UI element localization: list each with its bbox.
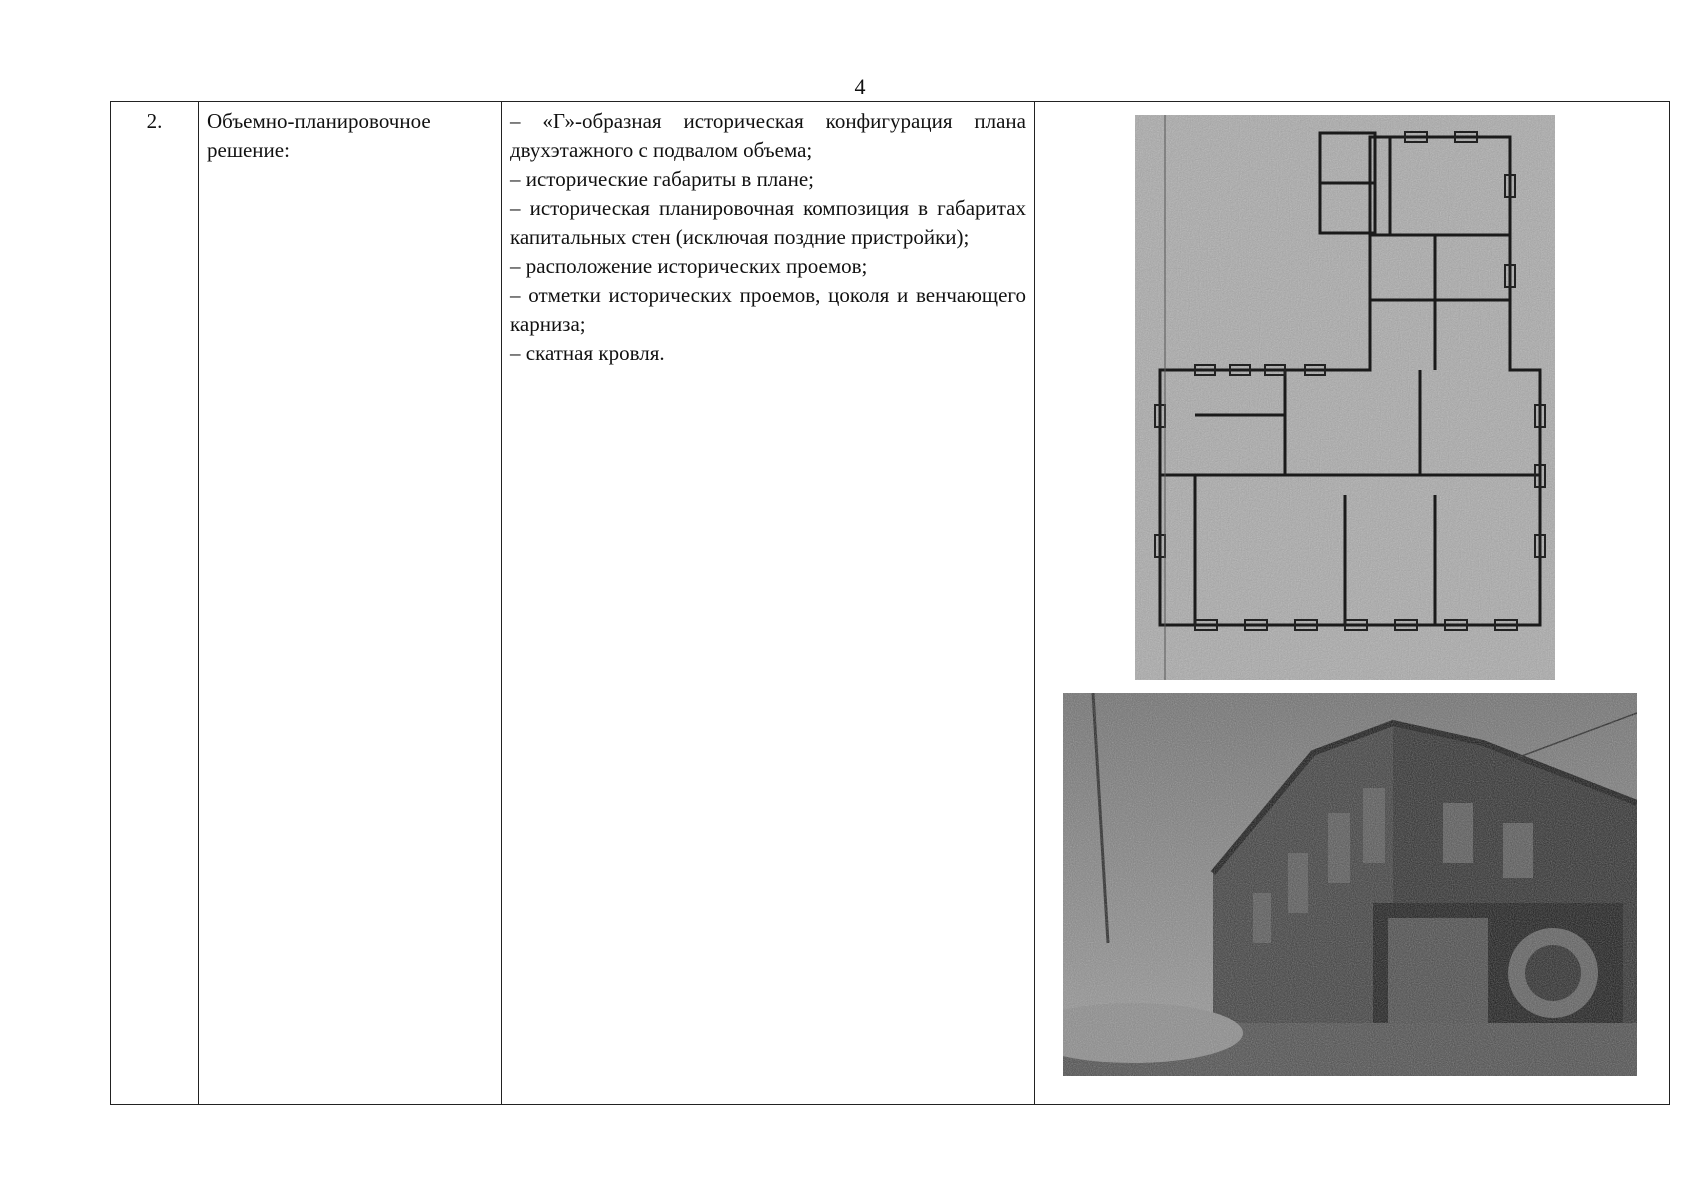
description-item: – отметки исторических проемов, цоколя и венчающего карниза; [510,281,1026,339]
row-name: Объемно-планировочное решение: [207,109,431,162]
row-number-cell [111,102,199,1104]
description-item: – скатная кровля. [510,339,1026,368]
row-name-cell [199,102,502,1104]
building-photo [1063,693,1637,1076]
description-list [502,102,1034,368]
description-item: – расположение исторических проемов; [510,252,1026,281]
row-description-cell [502,102,1035,1104]
page-number: 4 [854,74,866,99]
floor-plan-image [1135,115,1555,680]
description-item: – историческая планировочная композиция в габаритах капитальных стен (исключая поздние пристройки); [510,194,1026,252]
row-number: 2. [146,109,163,133]
description-item: – исторические габариты в плане; [510,165,1026,194]
description-item: – «Г»-образная историческая конфигурация плана двухэтажного с подвалом объема; [510,107,1026,165]
